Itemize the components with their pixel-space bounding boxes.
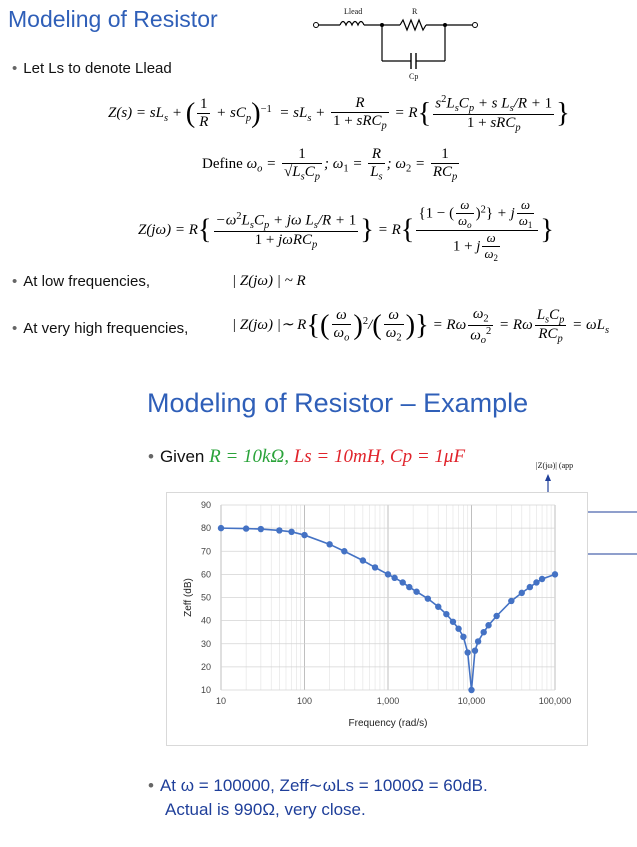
y-tick-label: 10 bbox=[200, 685, 211, 695]
data-point bbox=[425, 595, 431, 601]
slide2-title: Modeling of Resistor – Example bbox=[147, 388, 529, 418]
data-point bbox=[481, 629, 487, 635]
bullet-low-text: At low frequencies, bbox=[23, 273, 150, 290]
data-point bbox=[533, 579, 539, 585]
data-point bbox=[243, 525, 249, 531]
data-point bbox=[508, 598, 514, 604]
data-point bbox=[472, 647, 478, 653]
data-point bbox=[527, 584, 533, 590]
y-tick-label: 70 bbox=[200, 546, 211, 557]
y-axis-label: Zeff (dB) bbox=[183, 578, 194, 617]
data-point bbox=[385, 571, 391, 577]
circuit-label-llead: Llead bbox=[344, 7, 363, 16]
bullet-low-frequencies: • At low frequencies, bbox=[12, 273, 150, 290]
y-tick-label: 30 bbox=[200, 638, 211, 649]
y-tick-label: 50 bbox=[200, 592, 211, 603]
y-tick-label: 60 bbox=[200, 569, 211, 580]
y-tick-label: 40 bbox=[200, 615, 211, 626]
given-cp: Cp = 1μF bbox=[389, 446, 466, 467]
y-tick-label: 90 bbox=[200, 500, 211, 510]
data-point bbox=[400, 579, 406, 585]
data-point bbox=[450, 619, 456, 625]
data-point bbox=[276, 527, 282, 533]
data-point bbox=[493, 613, 499, 619]
x-tick-label: 100,000 bbox=[538, 696, 572, 706]
data-point bbox=[258, 526, 264, 532]
equation-zs: $Z(s) = sL_s$ + ( $\frac{1}{R}$ + $sC_p)^{-1} = sL_s$ + $\frac{R}{1 + sRC_p}$ = R{ $\frac{s^2L_sC_p + s L_s/R + 1}{1 + sRC_p}$ } bbox=[108, 94, 570, 134]
x-tick-label: 1,000 bbox=[376, 696, 400, 706]
given-r: R = 10kΩ, bbox=[209, 446, 289, 467]
define-label: Define bbox=[202, 155, 243, 172]
equation-high-freq: | Z(jω) |∼ R{( $\frac{\omega}{\omega_o}$ )$^2$/( $\frac{\omega}{\omega_2}$ )} = Rω $\frac{\omega_2}{\omega_o^2}$ = Rω $\frac{L_sC_p}{RC_p}$ = $\omega L_s$ bbox=[232, 306, 610, 346]
chart-container bbox=[166, 492, 588, 746]
x-axis-label: Frequency (rad/s) bbox=[348, 718, 428, 729]
data-point bbox=[455, 626, 461, 632]
x-tick-label: 100 bbox=[296, 696, 313, 706]
data-point bbox=[552, 571, 558, 577]
data-point bbox=[413, 589, 419, 595]
conclusion-line1: At ω = 100000, Zeff∼ωLs = 1000Ω = 60dB. bbox=[159, 776, 488, 795]
equation-low-freq: | Z(jω) | ~ R bbox=[232, 273, 306, 289]
conclusion-line2: Actual is 990Ω, very close. bbox=[165, 800, 366, 819]
data-point bbox=[468, 687, 474, 693]
bullet-conclusion: • At ω = 100000, Zeff∼ωLs = 1000Ω = 60dB. bbox=[148, 776, 488, 795]
data-point bbox=[460, 634, 466, 640]
zeff-chart bbox=[167, 493, 587, 745]
bullet-ls-text: Let Ls to denote Llead bbox=[23, 60, 172, 77]
circuit-diagram bbox=[310, 4, 490, 84]
y-tick-label: 80 bbox=[200, 523, 211, 534]
data-point bbox=[341, 548, 347, 554]
slide1-title: Modeling of Resistor bbox=[8, 6, 218, 32]
circuit-label-cp: Cp bbox=[409, 72, 419, 81]
bullet-ls-definition: • Let Ls to denote Llead bbox=[12, 60, 172, 77]
data-point bbox=[443, 611, 449, 617]
data-point bbox=[519, 590, 525, 596]
data-point bbox=[406, 584, 412, 590]
data-point bbox=[464, 649, 470, 655]
data-point bbox=[539, 576, 545, 582]
bullet-high-frequencies: • At very high frequencies, bbox=[12, 320, 189, 337]
given-label: Given bbox=[159, 447, 205, 466]
circuit-label-r: R bbox=[412, 7, 418, 16]
data-point bbox=[475, 638, 481, 644]
data-point bbox=[372, 564, 378, 570]
equation-zjw: Z(jω) = R{ $\frac{-\omega^2L_sC_p + j\omega L_s/R + 1}{1 + j\omega RC_p}$ } = R{ {1 − ( $\frac{\omega}{\omega_o}$ )$^2$} + j $\frac{\omega}{\omega_1}$ 1 + j $\frac{\omega}{\omega_2}$ } bbox=[138, 198, 554, 264]
data-point bbox=[360, 557, 366, 563]
bullet-high-text: At very high frequencies, bbox=[23, 320, 189, 337]
cut-label-zjw: |Z(jω)| (app bbox=[536, 461, 574, 470]
data-point bbox=[301, 532, 307, 538]
data-point bbox=[218, 525, 224, 531]
data-point bbox=[288, 529, 294, 535]
data-point bbox=[435, 604, 441, 610]
data-point bbox=[485, 622, 491, 628]
data-point bbox=[326, 541, 332, 547]
x-tick-label: 10 bbox=[215, 696, 227, 706]
data-point bbox=[391, 575, 397, 581]
x-tick-label: 10,000 bbox=[457, 696, 486, 706]
bullet-given: • Given R = 10kΩ, Ls = 10mH, Cp = 1μF bbox=[148, 446, 466, 467]
y-tick-label: 20 bbox=[200, 661, 211, 672]
given-ls: Ls = 10mH, bbox=[293, 446, 386, 467]
equation-definitions: Define $\omega_o$ = $\frac{1}{√L_sC_p}$ ; $\omega_1$ = $\frac{R}{L_s}$ ; $\omega_2$ = $\frac{1}{RC_p}$ bbox=[202, 146, 458, 183]
